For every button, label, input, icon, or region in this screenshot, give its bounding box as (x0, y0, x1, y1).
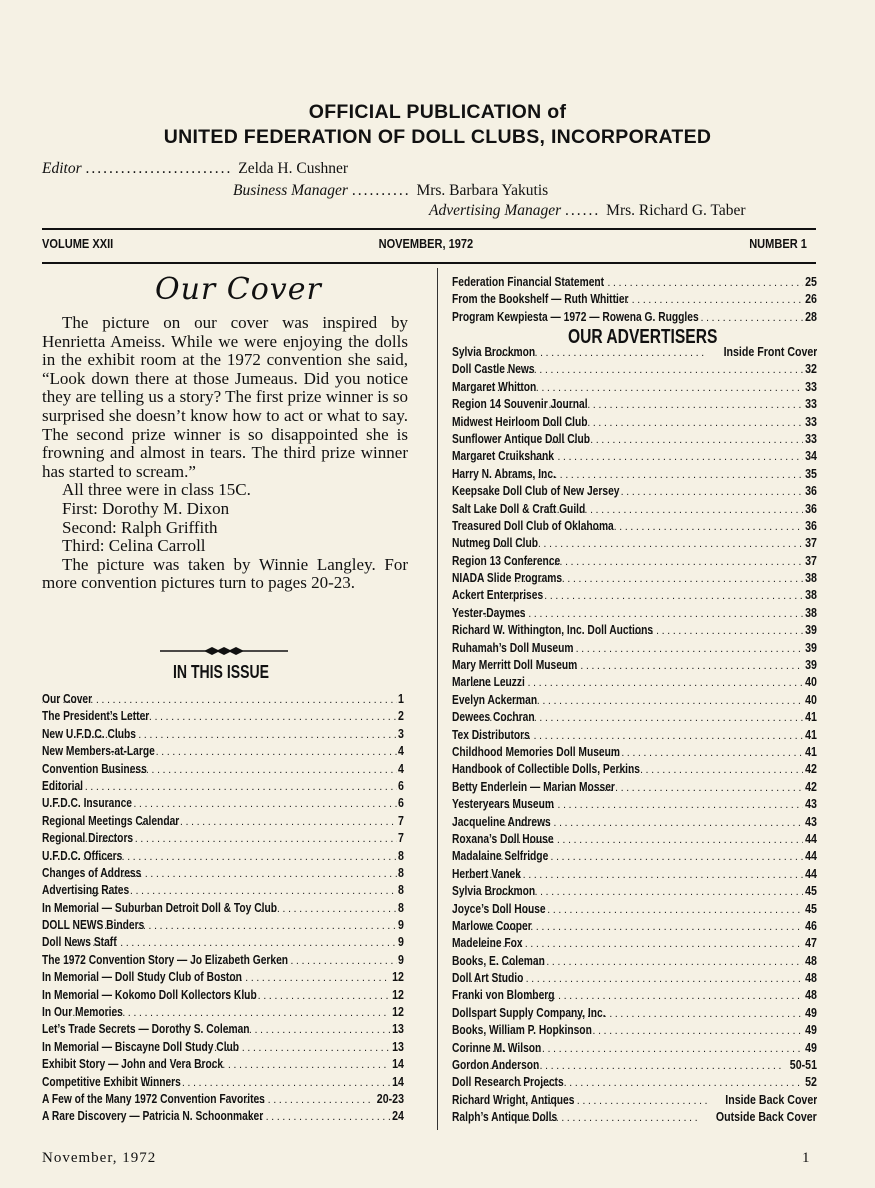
toc-entry (452, 623, 817, 640)
toc-entry (42, 1075, 404, 1092)
toc-entry-page: 44 (805, 831, 817, 846)
toc-entry (452, 571, 817, 588)
toc-entry-title: Madalaine Selfridge (452, 849, 549, 864)
cover-first-prize: First: Dorothy M. Dixon (62, 498, 230, 518)
toc-entry-title: Program Kewpiesta — 1972 — Rowena G. Ruggles (452, 309, 699, 324)
toc-entry-page: 49 (805, 1023, 817, 1038)
toc-entry-page: 20-23 (376, 1091, 404, 1106)
toc-entry (452, 797, 817, 814)
masthead (0, 100, 875, 150)
toc-entry (452, 936, 817, 953)
toc-entry (452, 310, 817, 327)
toc-entry-page: 38 (805, 571, 817, 586)
toc-entry-page: 32 (805, 362, 817, 377)
toc-entry (42, 849, 404, 866)
issue-rule (42, 262, 816, 264)
toc-entry-page: 45 (805, 884, 817, 899)
toc-entry-title: Tex Distributors (452, 727, 530, 742)
articles-list-continued (452, 275, 817, 327)
toc-entry-title: In Memorial — Biscayne Doll Study Club (42, 1039, 240, 1054)
our-cover-article (42, 314, 408, 593)
toc-entry (42, 1005, 404, 1022)
toc-entry (42, 779, 404, 796)
toc-entry-page: 13 (392, 1022, 404, 1037)
toc-entry-page: 4 (398, 744, 404, 759)
toc-entry (452, 849, 817, 866)
toc-entry-page: 39 (805, 623, 817, 638)
toc-entry (452, 815, 817, 832)
toc-entry-title: Margaret Cruikshank (452, 449, 554, 464)
toc-entry-page: 47 (805, 936, 817, 951)
cover-second-prize: Second: Ralph Griffith (62, 517, 218, 537)
toc-entry (42, 1057, 404, 1074)
toc-entry-title: Doll Research Projects (452, 1075, 564, 1090)
toc-entry (452, 588, 817, 605)
toc-entry-page: Inside Front Cover (723, 345, 817, 359)
toc-entry (42, 727, 404, 744)
toc-entry-page: 40 (805, 675, 817, 690)
toc-entry-title: In Memorial — Suburban Detroit Doll & Toy Club (42, 900, 278, 915)
toc-entry-title: Corinne M. Wilson (452, 1040, 542, 1055)
toc-entry-title: Regional Meetings Calendar (42, 813, 180, 828)
issue-number: NUMBER 1 (749, 236, 807, 251)
toc-entry (452, 345, 817, 362)
toc-entry-title: Marlowe Cooper (452, 918, 532, 933)
toc-entry-page: Outside Back Cover (716, 1110, 817, 1125)
staff-editor: Editor ......................... Zelda H. Cushner (42, 160, 349, 177)
toc-entry-page: 2 (398, 709, 404, 724)
toc-entry-title: Editorial (42, 778, 84, 793)
toc-entry (452, 415, 817, 432)
toc-entry (452, 902, 817, 919)
toc-entry-page: Inside Back Cover (724, 1092, 817, 1107)
in-this-issue-heading: IN THIS ISSUE (173, 662, 269, 682)
toc-entry (452, 1023, 817, 1040)
toc-entry-title: Madeleine Fox (452, 936, 523, 951)
toc-entry-title: Doll Art Studio (452, 971, 524, 986)
toc-entry-page: 44 (805, 849, 817, 864)
toc-entry-page: 8 (398, 883, 404, 898)
toc-entry-title: In Memorial — Kokomo Doll Kollectors Klub (42, 987, 257, 1002)
toc-entry (452, 641, 817, 658)
editor-name: Zelda H. Cushner (238, 160, 349, 177)
toc-entry-title: Sylvia Brockmon (452, 345, 536, 359)
toc-entry (42, 866, 404, 883)
toc-entry (452, 954, 817, 971)
toc-entry-page: 49 (805, 1040, 817, 1055)
toc-entry-page: 7 (398, 813, 404, 828)
toc-entry (42, 692, 404, 709)
toc-entry-title: Region 13 Conference (452, 553, 561, 568)
toc-entry (452, 1110, 817, 1127)
divider-ornament-icon (160, 646, 288, 656)
toc-entry-page: 38 (805, 605, 817, 620)
toc-entry (42, 744, 404, 761)
toc-entry (452, 1041, 817, 1058)
toc-entry (452, 884, 817, 901)
toc-entry (42, 709, 404, 726)
toc-entry-title: DOLL NEWS Binders (42, 918, 145, 933)
toc-entry-title: Salt Lake Doll & Craft Guild (452, 501, 586, 516)
toc-entry-title: Federation Financial Statement (452, 275, 605, 289)
toc-entry-page: 48 (805, 988, 817, 1003)
toc-entry-page: 9 (398, 952, 404, 967)
toc-entry (452, 988, 817, 1005)
toc-entry-title: U.F.D.C. Insurance (42, 796, 132, 811)
toc-entry-title: Regional Directors (42, 831, 134, 846)
toc-entry-title: Joyce’s Doll House (452, 901, 546, 916)
toc-entry (452, 710, 817, 727)
toc-entry-page: 37 (805, 536, 817, 551)
issue-date: NOVEMBER, 1972 (378, 236, 474, 251)
toc-entry-title: Evelyn Ackerman (452, 692, 538, 707)
our-advertisers-heading: OUR ADVERTISERS (568, 326, 718, 348)
toc-entry-page: 43 (805, 797, 817, 812)
toc-entry-title: The 1972 Convention Story — Jo Elizabeth Gerken (42, 952, 289, 967)
toc-entry (452, 467, 817, 484)
toc-entry (452, 362, 817, 379)
toc-entry-page: 41 (805, 744, 817, 759)
toc-entry-title: Mary Merritt Doll Museum (452, 658, 578, 673)
toc-entry (452, 449, 817, 466)
toc-entry-title: Exhibit Story — John and Vera Brock (42, 1057, 224, 1072)
toc-entry (42, 883, 404, 900)
toc-entry-title: Nutmeg Doll Club (452, 536, 538, 551)
toc-entry-page: 33 (805, 397, 817, 412)
toc-entry (452, 1058, 817, 1075)
toc-entry (452, 762, 817, 779)
toc-entry-title: NIADA Slide Programs (452, 571, 563, 586)
toc-entry (452, 380, 817, 397)
toc-entry-page: 33 (805, 414, 817, 429)
toc-entry (452, 502, 817, 519)
in-this-issue-list (42, 692, 404, 1127)
toc-entry (452, 1075, 817, 1092)
toc-entry (452, 1006, 817, 1023)
toc-entry-page: 46 (805, 918, 817, 933)
toc-entry-title: Sylvia Brockmon (452, 884, 536, 899)
cover-third-prize: Third: Celina Carroll (62, 536, 206, 556)
toc-entry-title: Competitive Exhibit Winners (42, 1074, 181, 1089)
toc-entry-page: 41 (805, 727, 817, 742)
editor-role: Editor (42, 160, 82, 177)
toc-entry (452, 745, 817, 762)
toc-entry-page: 39 (805, 640, 817, 655)
toc-entry (452, 275, 817, 292)
toc-entry-title: Keepsake Doll Club of New Jersey (452, 484, 620, 499)
toc-entry (452, 675, 817, 692)
toc-entry-page: 26 (805, 292, 817, 307)
toc-entry-title: Dollspart Supply Company, Inc. (452, 1005, 606, 1020)
volume-label: VOLUME XXII (42, 236, 114, 251)
toc-entry-page: 1 (398, 692, 404, 706)
toc-entry-title: In Our Memories (42, 1005, 123, 1020)
toc-entry (42, 796, 404, 813)
toc-entry-title: Gordon Anderson (452, 1058, 540, 1073)
toc-entry-page: 24 (392, 1109, 404, 1124)
toc-entry-page: 6 (398, 778, 404, 793)
toc-entry-page: 9 (398, 918, 404, 933)
toc-entry-title: U.F.D.C. Officers (42, 848, 123, 863)
toc-entry (452, 536, 817, 553)
toc-entry-title: A Few of the Many 1972 Convention Favorites (42, 1091, 265, 1106)
toc-entry (452, 971, 817, 988)
toc-entry (452, 606, 817, 623)
toc-entry-title: New Members-at-Large (42, 744, 155, 759)
toc-entry-title: In Memorial — Doll Study Club of Boston (42, 970, 242, 985)
toc-entry-title: Dewees Cochran (452, 710, 535, 725)
toc-entry-page: 42 (805, 762, 817, 777)
toc-entry-title: From the Bookshelf — Ruth Whittier (452, 292, 629, 307)
toc-entry (452, 780, 817, 797)
toc-entry (452, 554, 817, 571)
toc-entry-title: Midwest Heirloom Doll Club (452, 414, 588, 429)
top-rule (42, 228, 816, 230)
toc-entry-title: The President’s Letter (42, 709, 150, 724)
toc-entry-page: 48 (805, 953, 817, 968)
toc-entry-page: 12 (392, 1005, 404, 1020)
footer-date: November, 1972 (42, 1150, 157, 1166)
toc-entry-page: 35 (805, 466, 817, 481)
toc-entry (42, 762, 404, 779)
toc-entry (452, 484, 817, 501)
toc-entry (42, 1092, 404, 1109)
toc-entry-page: 14 (392, 1074, 404, 1089)
toc-entry-title: Let’s Trade Secrets — Dorothy S. Coleman (42, 1022, 250, 1037)
toc-entry-title: A Rare Discovery — Patricia N. Schoonmaker (42, 1109, 264, 1124)
toc-entry-title: Richard W. Withington, Inc. Doll Auctions (452, 623, 654, 638)
toc-entry (42, 953, 404, 970)
toc-entry-page: 41 (805, 710, 817, 725)
toc-entry-page: 43 (805, 814, 817, 829)
toc-entry-title: Handbook of Collectible Dolls, Perkins (452, 762, 640, 777)
toc-entry-page: 52 (805, 1075, 817, 1090)
toc-entry-page: 36 (805, 518, 817, 533)
toc-entry-title: Treasured Doll Club of Oklahoma (452, 518, 614, 533)
masthead-line-2: UNITED FEDERATION OF DOLL CLUBS, INCORPORATED (163, 126, 712, 148)
toc-entry-title: Jacqueline Andrews (452, 814, 551, 829)
footer-page-number: 1 (802, 1150, 811, 1166)
toc-entry-page: 50-51 (789, 1058, 817, 1073)
toc-entry-title: Doll Castle News (452, 362, 535, 377)
toc-entry-title: Sunflower Antique Doll Club (452, 431, 590, 446)
toc-entry (452, 519, 817, 536)
toc-entry-title: Region 14 Souvenir Journal (452, 397, 588, 412)
toc-entry-title: Harry N. Abrams, Inc. (452, 466, 556, 481)
toc-entry (42, 814, 404, 831)
toc-entry-page: 6 (398, 796, 404, 811)
toc-entry-page: 38 (805, 588, 817, 603)
toc-entry-page: 34 (805, 449, 817, 464)
toc-entry (452, 397, 817, 414)
toc-entry-title: Books, E. Coleman (452, 953, 545, 968)
column-divider (437, 268, 438, 1130)
toc-entry-page: 25 (805, 275, 817, 289)
toc-entry-page: 8 (398, 865, 404, 880)
toc-entry-page: 44 (805, 866, 817, 881)
toc-entry-page: 37 (805, 553, 817, 568)
toc-entry-page: 8 (398, 900, 404, 915)
business-name: Mrs. Barbara Yakutis (416, 182, 549, 199)
toc-entry-title: Ackert Enterprises (452, 588, 544, 603)
toc-entry-title: Herbert Vanek (452, 866, 521, 881)
toc-entry-title: Books, William P. Hopkinson (452, 1023, 592, 1038)
toc-entry (42, 970, 404, 987)
toc-entry-page: 12 (392, 987, 404, 1002)
toc-entry (452, 292, 817, 309)
toc-entry-page: 7 (398, 831, 404, 846)
toc-entry-page: 48 (805, 971, 817, 986)
masthead-line-1: OFFICIAL PUBLICATION of (308, 101, 567, 123)
business-role: Business Manager (233, 182, 348, 199)
toc-entry-title: Yesteryears Museum (452, 797, 555, 812)
toc-entry-page: 14 (392, 1057, 404, 1072)
toc-entry-title: Our Cover (42, 692, 93, 706)
toc-entry (42, 1109, 404, 1126)
toc-entry (42, 988, 404, 1005)
toc-entry-title: Convention Business (42, 761, 147, 776)
toc-entry (452, 432, 817, 449)
toc-entry (42, 918, 404, 935)
toc-entry (42, 901, 404, 918)
toc-entry-title: Roxana’s Doll House (452, 831, 554, 846)
toc-entry-title: Franki von Blomberg (452, 988, 555, 1003)
toc-entry-page: 42 (805, 779, 817, 794)
toc-entry-title: Marlene Leuzzi (452, 675, 525, 690)
toc-entry (452, 1093, 817, 1110)
toc-entry-page: 36 (805, 484, 817, 499)
dot-leader (42, 778, 397, 793)
toc-entry (452, 658, 817, 675)
toc-entry (42, 831, 404, 848)
toc-entry-title: Richard Wright, Antiques (452, 1092, 575, 1107)
toc-entry-page: 3 (398, 726, 404, 741)
dot-leader (270, 955, 397, 967)
cover-class-line: All three were in class 15C. (62, 480, 251, 500)
toc-entry-page: 36 (805, 501, 817, 516)
toc-entry-title: Ruhamah’s Doll Museum (452, 640, 574, 655)
toc-entry (42, 1040, 404, 1057)
toc-entry-page: 45 (805, 901, 817, 916)
toc-entry (452, 728, 817, 745)
toc-entry-page: 9 (398, 935, 404, 950)
cover-paragraph: The picture on our cover was inspired by Henrietta Ameiss. While we were enjoying the dolls in the exhibit room at the 1972 convention she said, “Look down there at those Jumeaus. Did you notice they are telling us a story? The first prize winner is so surprised she doesn’t know how to act or what to say. The second prize winner is so disappointed she is frowning and almost in tears. The third prize winner has started to scream.” (42, 313, 408, 481)
dot-leader (42, 694, 397, 706)
toc-entry-page: 49 (805, 1005, 817, 1020)
toc-entry-page: 33 (805, 379, 817, 394)
toc-entry (42, 935, 404, 952)
toc-entry-title: Margaret Whitton (452, 379, 537, 394)
toc-entry-title: Doll News Staff (42, 935, 117, 950)
toc-entry-page: 39 (805, 658, 817, 673)
toc-entry (452, 693, 817, 710)
cover-closing: The picture was taken by Winnie Langley. For more convention pictures turn to pages 20-23. (42, 554, 408, 593)
toc-entry-page: 33 (805, 431, 817, 446)
toc-entry-page: 28 (805, 309, 817, 324)
toc-entry-title: Advertising Rates (42, 883, 130, 898)
toc-entry-title: Yester-Daymes (452, 605, 526, 620)
toc-entry-title: Ralph’s Antique Dolls (452, 1110, 558, 1125)
our-cover-title: Our Cover (155, 272, 322, 307)
toc-entry-page: 4 (398, 761, 404, 776)
toc-entry-page: 12 (392, 970, 404, 985)
toc-entry-page: 8 (398, 848, 404, 863)
toc-entry (452, 919, 817, 936)
toc-entry-page: 13 (392, 1039, 404, 1054)
toc-entry-title: New U.F.D.C. Clubs (42, 726, 136, 741)
toc-entry-title: Betty Enderlein — Marian Mosser (452, 779, 615, 794)
advertising-role: Advertising Manager (429, 202, 562, 219)
advertisers-list (452, 345, 817, 1128)
toc-entry-page: 40 (805, 692, 817, 707)
toc-entry (42, 1022, 404, 1039)
staff-business-manager: Business Manager .......... Mrs. Barbara Yakutis (233, 182, 549, 199)
toc-entry (452, 867, 817, 884)
advertising-name: Mrs. Richard G. Taber (606, 202, 746, 219)
toc-entry-title: Childhood Memories Doll Museum (452, 744, 620, 759)
toc-entry (452, 832, 817, 849)
staff-advertising-manager: Advertising Manager ...... Mrs. Richard G. Taber (429, 202, 746, 219)
toc-entry-title: Changes of Address (42, 865, 142, 880)
